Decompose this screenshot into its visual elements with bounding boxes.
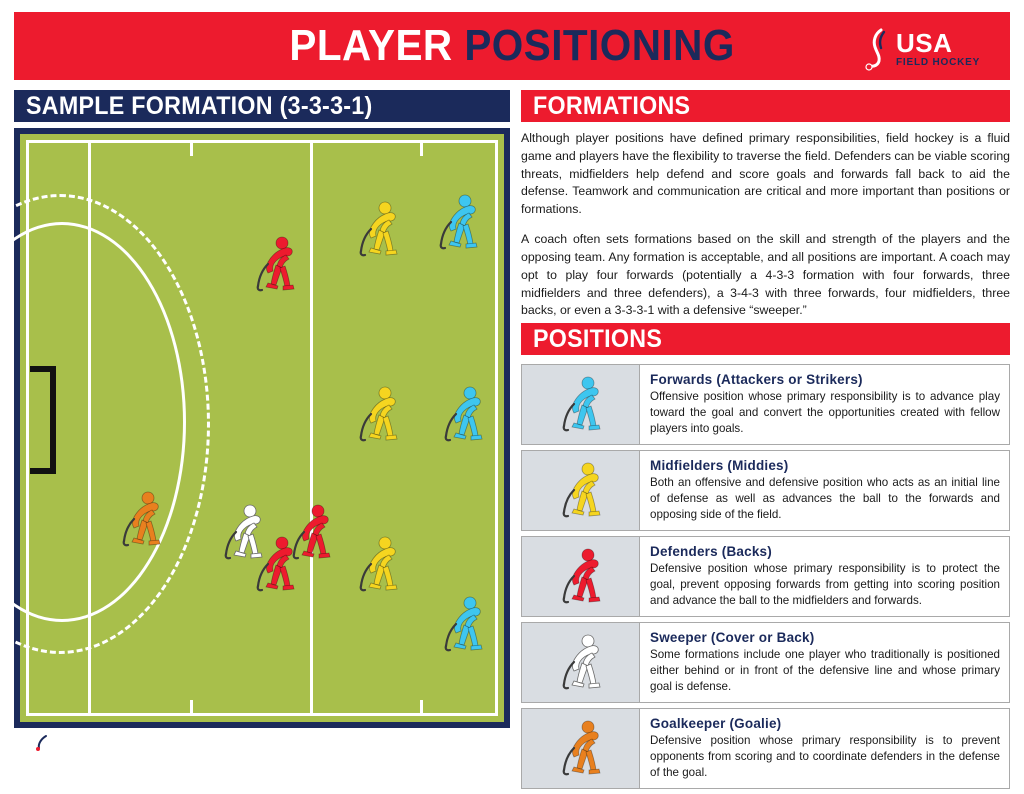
page-title [289,21,734,71]
position-card-title: Midfielders (Middies) [650,457,789,473]
page-title-word-1: PLAYER [289,21,453,70]
field-player-forward-2 [440,384,486,444]
field-player-forward-1 [435,192,481,252]
field-diagram-container [14,128,510,728]
position-card [521,708,1010,789]
player-defender-icon [522,537,640,616]
player-goalkeeper-icon [522,709,640,788]
field-player-forward-3 [440,594,486,654]
section-banner-positions-label: POSITIONS [533,324,663,353]
usa-field-hockey-logo [864,26,994,72]
positions-card-list [521,364,1010,794]
formations-paragraph-2: A coach often sets formations based on the skill and strength of the players and the opposing team. Any formation is acceptable, and all positions are important. A coach may opt to play four forwards (potentially a 4-3-3 formation with four forwards, three midfielders and three defenders), a 3-4-3 with three forwards, four midfielders, three backs, or even a 3-3-3-1 with a defensive “sweeper.” [521,232,1010,318]
formations-paragraph-1: Although player positions have defined primary responsibilities, field hockey is a fluid game and players have the flexibility to traverse the field. Defenders can be viable scoring threats, midfielders help defend and score goals and forwards fall back to aid the defense. Teamwork and communication are critical and more important than positions or formations. [521,131,1010,217]
position-card [521,622,1010,703]
position-card [521,450,1010,531]
position-card-description: Offensive position whose primary responsibility is to advance play toward the goal and convert the opportunities created with fellow players into goals. [650,390,1000,435]
position-card-description: Defensive position whose primary responsibility is to prevent opponents from scoring and to coordinate defenders in the defense of the goal. [650,733,1000,779]
logo-wordmark [896,30,980,68]
position-card-title: Defenders (Backs) [650,543,772,559]
hash-mark-top-1 [190,140,193,156]
position-card-body [640,365,1009,444]
section-banner-sample-formation [14,90,510,122]
position-card-description: Both an offensive and defensive position who acts as an initial line of defense as well as advances the ball to the forwards and opposing side of the field. [650,475,1000,521]
player-forward-icon [522,365,640,444]
position-card [521,364,1010,445]
formations-description [521,130,1010,332]
position-card-body [640,537,1009,616]
footer-hockey-stick-icon [30,735,50,751]
player-sweeper-icon [522,623,640,702]
section-banner-formations-label: FORMATIONS [533,91,691,120]
logo-subtitle-text: FIELD HOCKEY [896,57,981,68]
section-banner-formations [521,90,1010,122]
hash-mark-bottom-1 [190,700,193,716]
position-card-title: Goalkeeper (Goalie) [650,715,782,731]
position-card-body [640,451,1009,530]
field-player-midfielder-1 [355,199,401,259]
page-header [14,12,1010,80]
position-card [521,536,1010,617]
section-banner-sample-formation-label: SAMPLE FORMATION (3-3-3-1) [26,91,373,120]
position-card-description: Defensive position whose primary responsibility is to protect the goal, prevent opposing forwards from getting into scoring position and advance the ball to the midfielders and forwards. [650,561,1000,607]
hockey-pitch [20,134,504,722]
field-player-midfielder-2 [355,384,401,444]
position-card-title: Forwards (Attackers or Strikers) [650,372,863,387]
position-card-title: Sweeper (Cover or Back) [650,629,815,645]
hockey-stick-icon [864,28,890,70]
position-card-body [640,623,1009,702]
position-card-body [640,709,1009,788]
logo-usa-text: USA [896,28,953,58]
field-player-goalkeeper [118,489,164,549]
hash-mark-top-2 [420,140,423,156]
field-player-defender-1 [252,234,298,294]
25-yard-line [88,140,91,716]
page-title-word-2: POSITIONING [464,21,735,70]
hash-mark-bottom-2 [420,700,423,716]
player-midfielder-icon [522,451,640,530]
field-player-defender-3 [252,534,298,594]
goal-cage [30,366,56,474]
halfway-line [310,140,313,716]
field-player-midfielder-3 [355,534,401,594]
position-card-description: Some formations include one player who traditionally is positioned either behind or in front of the defensive line and whose primary goal is defense. [650,647,1000,693]
